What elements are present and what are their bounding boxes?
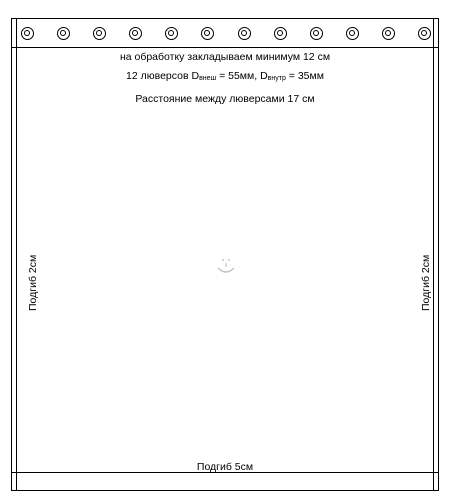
grommet-spacing-note: Расстояние между люверсами 17 см	[135, 93, 315, 105]
grommet-icon	[382, 27, 395, 40]
right-hem-line	[433, 18, 434, 491]
left-hem-line	[16, 18, 17, 491]
left-hem-label: Подгиб 2см	[27, 254, 39, 311]
grommet-icon	[57, 27, 70, 40]
grommet-spec-note: 12 люверсов $D_{внеш} = 55мм$, $D_{внутр} = 35мм$	[126, 70, 324, 82]
smiley-icon	[214, 253, 238, 277]
grommet-icon	[21, 27, 34, 40]
right-hem-label: Подгиб 2см	[420, 254, 432, 311]
grommet-icon	[274, 27, 287, 40]
grommet-icon	[346, 27, 359, 40]
grommet-icon	[238, 27, 251, 40]
grommet-icon	[418, 27, 431, 40]
top-hem-line	[11, 47, 439, 48]
processing-allowance-note: на обработку закладываем минимум 12 см	[119, 51, 331, 63]
bottom-hem-label: Подгиб 5см	[196, 461, 254, 473]
grommet-icon	[310, 27, 323, 40]
